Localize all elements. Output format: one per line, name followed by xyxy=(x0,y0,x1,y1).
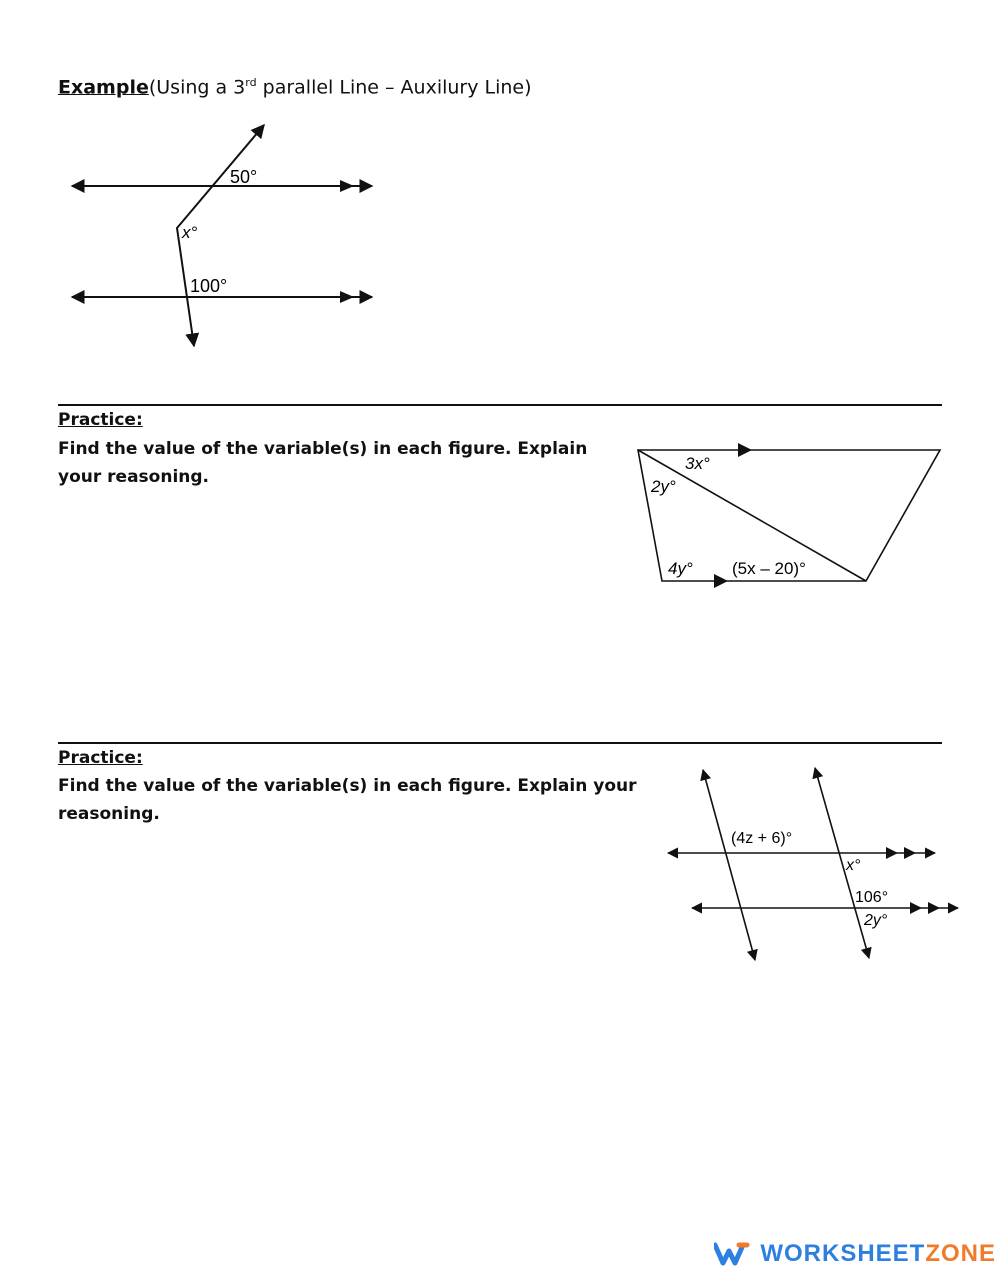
label-2y-b: 2y° xyxy=(864,912,888,929)
footer-brand xyxy=(714,1232,1000,1276)
worksheetzone-logo-icon xyxy=(714,1242,752,1266)
example-label: Example xyxy=(58,76,149,99)
label-106: 106° xyxy=(855,889,889,906)
brand-first: WORKSHEET xyxy=(760,1240,926,1267)
label-2y: 2y° xyxy=(651,477,676,496)
example-sup: rd xyxy=(245,76,257,89)
label-4z-6: (4z + 6)° xyxy=(731,830,793,847)
divider-2 xyxy=(58,742,942,744)
divider-1 xyxy=(58,404,942,406)
angle-100-label: 100° xyxy=(190,276,228,296)
angle-x-label: x° xyxy=(182,223,198,242)
practice-1-text: Find the value of the variable(s) in each figure. Explain your reasoning. xyxy=(58,439,588,487)
practice-2-text: Find the value of the variable(s) in each figure. Explain your reasoning. xyxy=(58,776,637,824)
label-5x-20: (5x – 20)° xyxy=(732,559,806,578)
brand-second: ZONE xyxy=(925,1240,996,1267)
angle-50-label: 50° xyxy=(230,167,258,187)
example-text-2: parallel Line – Auxilury Line) xyxy=(256,76,532,99)
practice-2-figure xyxy=(660,760,960,970)
example-figure xyxy=(0,110,420,360)
triple-arrowheads xyxy=(886,847,940,914)
example-text-1: (Using a 3 xyxy=(148,76,246,99)
label-x: x° xyxy=(846,857,861,874)
practice-2-label: Practice: xyxy=(58,748,143,768)
example-heading xyxy=(58,76,532,98)
transversal-left xyxy=(703,770,755,960)
practice-1-label: Practice: xyxy=(58,410,143,430)
double-arrowheads xyxy=(340,180,354,303)
practice-1-figure xyxy=(620,435,960,595)
brand-name xyxy=(760,1240,996,1268)
label-3x: 3x° xyxy=(685,454,710,473)
transversal-right xyxy=(815,768,869,958)
label-4y: 4y° xyxy=(668,559,693,578)
